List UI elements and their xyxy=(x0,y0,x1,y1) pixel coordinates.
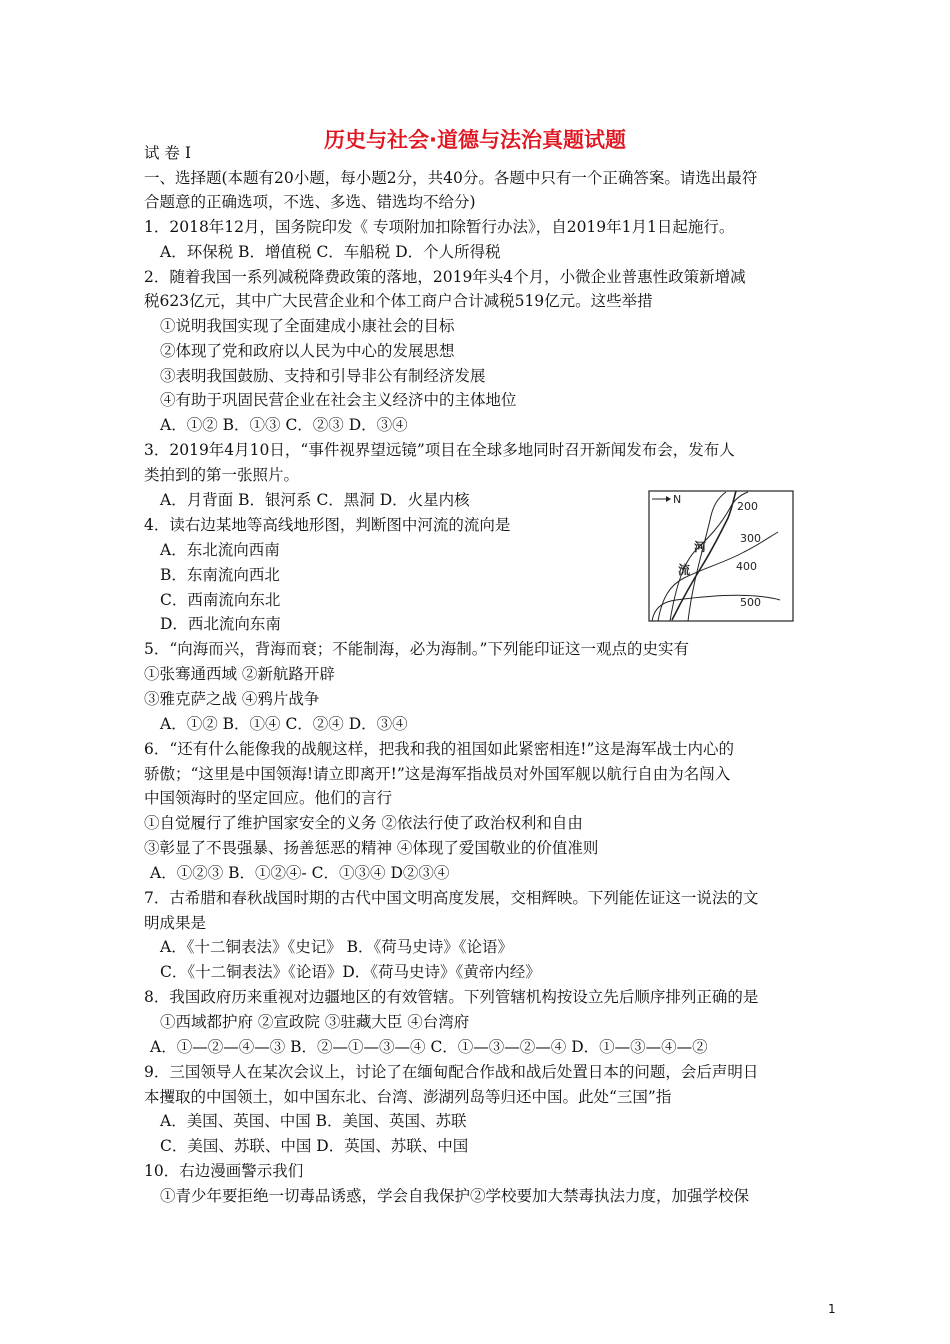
text-line: 一、选择题(本题有20小题，每小题2分，共40分。各题中只有一个正确答案。请选出最符 xyxy=(144,169,758,187)
text-line: A．①② B．①③ C．②③ D．③④ xyxy=(160,416,408,434)
text-line: A．①② B．①④ C．②④ D．③④ xyxy=(160,715,408,733)
text-line: 6．“还有什么能像我的战舰这样，把我和我的祖国如此紧密相连!”这是海军战士内心的 xyxy=(144,740,734,758)
text-line: A．美国、英国、中国 B．美国、英国、苏联 xyxy=(160,1112,467,1130)
contour-label-400: 400 xyxy=(736,560,757,573)
text-line: A．环保税 B．增值税 C．车船税 D．个人所得税 xyxy=(160,243,501,261)
text-line: 合题意的正确选项，不选、多选、错选均不给分) xyxy=(144,193,476,211)
text-line: ②体现了党和政府以人民为中心的发展思想 xyxy=(160,342,455,360)
contour-label-200: 200 xyxy=(737,500,758,513)
text-line: ①张骞通西域 ②新航路开辟 xyxy=(144,665,335,683)
text-line: ①西域都护府 ②宣政院 ③驻藏大臣 ④台湾府 xyxy=(160,1013,470,1031)
text-line: C．《十二铜表法》《论语》D．《荷马史诗》《黄帝内经》 xyxy=(160,963,541,981)
text-line: ①说明我国实现了全面建成小康社会的目标 xyxy=(160,317,455,335)
text-line: ③雅克萨之战 ④鸦片战争 xyxy=(144,690,320,708)
text-line: 8．我国政府历来重视对边疆地区的有效管辖。下列管辖机构按设立先后顺序排列正确的是 xyxy=(144,988,759,1006)
page-number: 1 xyxy=(828,1302,836,1316)
north-label: N xyxy=(673,493,682,506)
text-line: 7．古希腊和春秋战国时期的古代中国文明高度发展，交相辉映。下列能佐证这一说法的文 xyxy=(144,889,759,907)
text-line: ①青少年要拒绝一切毒品诱惑，学会自我保护②学校要加大禁毒执法力度，加强学校保 xyxy=(160,1187,750,1205)
text-line: 4．读右边某地等高线地形图，判断图中河流的流向是 xyxy=(144,516,511,534)
text-line: A．月背面 B．银河系 C．黑洞 D．火星内核 xyxy=(160,491,470,509)
text-line: A．《十二铜表法》《史记》 B．《荷马史诗》《论语》 xyxy=(160,938,514,956)
text-line: ③表明我国鼓励、支持和引导非公有制经济发展 xyxy=(160,367,486,385)
text-line: 10．右边漫画警示我们 xyxy=(144,1162,304,1180)
text-line: 本攫取的中国领土，如中国东北、台湾、澎湖列岛等归还中国。此处“三国”指 xyxy=(144,1088,672,1106)
text-line: B．东南流向西北 xyxy=(160,566,280,584)
text-line: ③彰显了不畏强暴、扬善惩恶的精神 ④体现了爱国敬业的价值准则 xyxy=(144,839,599,857)
text-line: 中国领海时的坚定回应。他们的言行 xyxy=(144,789,393,807)
contour-map xyxy=(648,490,794,622)
text-line: 1．2018年12月，国务院印发《 专项附加扣除暂行办法》，自2019年1月1日起施行。 xyxy=(144,218,735,236)
text-line: 明成果是 xyxy=(144,914,207,932)
text-line: 5．“向海而兴，背海而衰；不能制海，必为海制。”下列能印证这一观点的史实有 xyxy=(144,640,689,658)
text-line: ①自觉履行了维护国家安全的义务 ②依法行使了政治权利和自由 xyxy=(144,814,583,832)
river-label-1: 河 xyxy=(694,540,707,554)
text-line: 2．随着我国一系列减税降费政策的落地，2019年头4个月，小微企业普惠性政策新增减 xyxy=(144,268,746,286)
text-line: A．①②③ B．①②④- C．①③④ D②③④ xyxy=(150,864,450,882)
text-line: 试 卷 Ⅰ xyxy=(144,144,191,162)
text-line: 类拍到的第一张照片。 xyxy=(144,466,300,484)
text-line: 税623亿元，其中广大民营企业和个体工商户合计减税519亿元。这些举措 xyxy=(144,292,653,310)
text-line: 骄傲；“这里是中国领海!请立即离开!”这是海军指战员对外国军舰以航行自由为名闯入 xyxy=(144,765,731,783)
contour-label-500: 500 xyxy=(740,596,761,609)
text-line: A．东北流向西南 xyxy=(160,541,280,559)
river-label-2: 流 xyxy=(678,563,691,577)
text-line: 3．2019年4月10日，“事件视界望远镜”项目在全球多地同时召开新闻发布会，发布人 xyxy=(144,441,735,459)
text-line: C．西南流向东北 xyxy=(160,591,281,609)
text-line: ④有助于巩固民营企业在社会主义经济中的主体地位 xyxy=(160,391,517,409)
text-line: C．美国、苏联、中国 D．英国、苏联、中国 xyxy=(160,1137,469,1155)
text-line: D．西北流向东南 xyxy=(160,615,281,633)
text-line: 9．三国领导人在某次会议上，讨论了在缅甸配合作战和战后处置日本的问题，会后声明日 xyxy=(144,1063,759,1081)
contour-label-300: 300 xyxy=(740,532,761,545)
text-line: A．①—②—④—③ B．②—①—③—④ C．①—③—②—④ D．①—③—④—② xyxy=(150,1038,708,1056)
page-title: 历史与社会·道德与法治真题试题 xyxy=(324,128,626,152)
